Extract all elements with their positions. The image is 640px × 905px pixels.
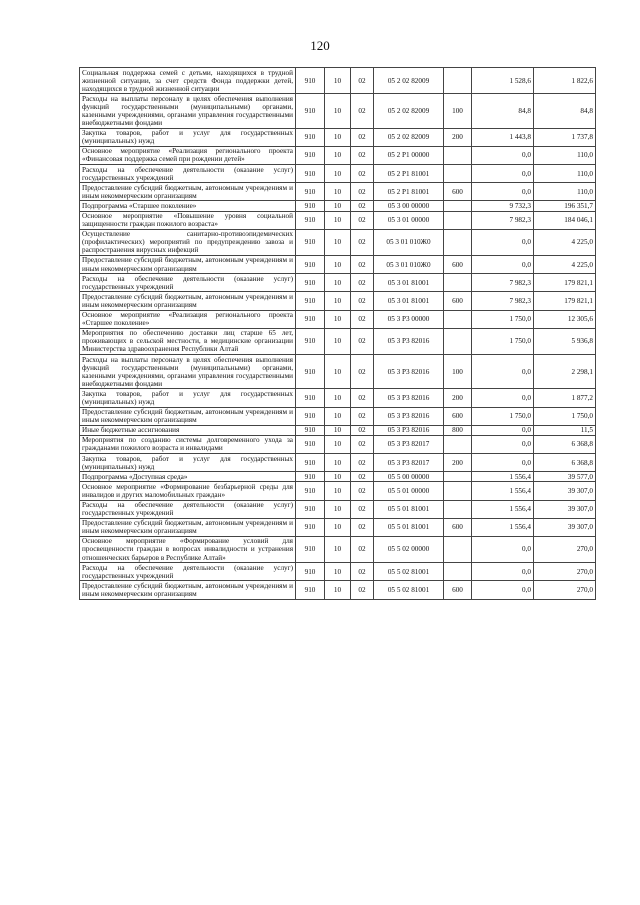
row-name-cell: Подпрограмма «Старшее поколение» <box>80 201 296 211</box>
section-code-cell: 10 <box>325 581 351 599</box>
expense-type-cell: 200 <box>444 454 472 472</box>
section-code-cell: 10 <box>325 563 351 581</box>
row-name-cell: Расходы на обеспечение деятельности (оказание услуг) государственных учреждений <box>80 500 296 518</box>
row-name-cell: Закупка товаров, работ и услуг для государственных (муниципальных) нужд <box>80 454 296 472</box>
amount-year2-cell: 270,0 <box>534 581 596 599</box>
expense-type-cell: 600 <box>444 255 472 273</box>
subsection-code-cell: 02 <box>351 255 374 273</box>
expense-type-cell <box>444 500 472 518</box>
grbs-code-cell: 910 <box>296 500 325 518</box>
amount-year2-cell: 1 877,2 <box>534 389 596 407</box>
row-name-cell: Основное мероприятие «Формирование безбарьерной среды для инвалидов и других маломобильных граждан» <box>80 482 296 500</box>
target-article-cell: 05 5 02 81001 <box>374 563 444 581</box>
target-article-cell: 05 3 01 010Ж0 <box>374 229 444 255</box>
amount-year1-cell: 0,0 <box>472 165 534 183</box>
amount-year2-cell: 6 368,8 <box>534 454 596 472</box>
target-article-cell: 05 3 P3 82016 <box>374 328 444 354</box>
row-name-cell: Предоставление субсидий бюджетным, автономным учреждениям и иным некоммерческим организациям <box>80 255 296 273</box>
grbs-code-cell: 910 <box>296 355 325 389</box>
amount-year1-cell: 0,0 <box>472 255 534 273</box>
subsection-code-cell: 02 <box>351 201 374 211</box>
expense-type-cell: 600 <box>444 183 472 201</box>
section-code-cell: 10 <box>325 211 351 229</box>
amount-year1-cell: 1 556,4 <box>472 500 534 518</box>
row-name-cell: Расходы на обеспечение деятельности (оказание услуг) государственных учреждений <box>80 563 296 581</box>
subsection-code-cell: 02 <box>351 435 374 453</box>
table-row <box>80 94 596 128</box>
target-article-cell: 05 5 02 00000 <box>374 536 444 562</box>
amount-year2-cell: 270,0 <box>534 536 596 562</box>
amount-year2-cell: 5 936,8 <box>534 328 596 354</box>
table-row <box>80 255 596 273</box>
expense-type-cell <box>444 536 472 562</box>
amount-year2-cell: 4 225,0 <box>534 255 596 273</box>
table-row <box>80 425 596 435</box>
expense-type-cell <box>444 274 472 292</box>
section-code-cell: 10 <box>325 229 351 255</box>
amount-year2-cell: 39 577,0 <box>534 472 596 482</box>
page-number: 120 <box>310 38 330 53</box>
amount-year1-cell: 0,0 <box>472 355 534 389</box>
table-row <box>80 407 596 425</box>
target-article-cell: 05 3 01 81001 <box>374 274 444 292</box>
grbs-code-cell: 910 <box>296 229 325 255</box>
row-name-cell: Основное мероприятие «Формирование условий для просвещенности граждан в вопросах инвалидности и устранения отношенческих барьеров в Республике Алтай» <box>80 536 296 562</box>
subsection-code-cell: 02 <box>351 292 374 310</box>
row-name-cell: Иные бюджетные ассигнования <box>80 425 296 435</box>
amount-year2-cell: 39 307,0 <box>534 500 596 518</box>
amount-year2-cell: 11,5 <box>534 425 596 435</box>
target-article-cell: 05 3 P3 82017 <box>374 435 444 453</box>
row-name-cell: Предоставление субсидий бюджетным, автономным учреждениям и иным некоммерческим организациям <box>80 292 296 310</box>
table-row <box>80 201 596 211</box>
row-name-cell: Основное мероприятие «Реализация регионального проекта «Финансовая поддержка семей при рождении детей» <box>80 146 296 164</box>
section-code-cell: 10 <box>325 536 351 562</box>
row-name-cell: Закупка товаров, работ и услуг для государственных (муниципальных) нужд <box>80 389 296 407</box>
amount-year1-cell: 1 750,0 <box>472 310 534 328</box>
amount-year1-cell: 1 556,4 <box>472 518 534 536</box>
row-name-cell: Закупка товаров, работ и услуг для государственных (муниципальных) нужд <box>80 128 296 146</box>
table-row <box>80 211 596 229</box>
grbs-code-cell: 910 <box>296 518 325 536</box>
table-row <box>80 518 596 536</box>
amount-year2-cell: 110,0 <box>534 183 596 201</box>
table-row <box>80 563 596 581</box>
amount-year1-cell: 1 556,4 <box>472 472 534 482</box>
row-name-cell: Основное мероприятие «Реализация регионального проекта «Старшее поколение» <box>80 310 296 328</box>
amount-year2-cell: 84,8 <box>534 94 596 128</box>
target-article-cell: 05 2 02 82009 <box>374 94 444 128</box>
subsection-code-cell: 02 <box>351 274 374 292</box>
budget-table <box>79 67 596 600</box>
target-article-cell: 05 2 P1 81001 <box>374 183 444 201</box>
table-row <box>80 274 596 292</box>
target-article-cell: 05 3 00 00000 <box>374 201 444 211</box>
grbs-code-cell: 910 <box>296 128 325 146</box>
amount-year1-cell: 0,0 <box>472 536 534 562</box>
section-code-cell: 10 <box>325 183 351 201</box>
subsection-code-cell: 02 <box>351 328 374 354</box>
subsection-code-cell: 02 <box>351 500 374 518</box>
amount-year2-cell: 110,0 <box>534 165 596 183</box>
subsection-code-cell: 02 <box>351 536 374 562</box>
subsection-code-cell: 02 <box>351 425 374 435</box>
budget-table-body <box>80 68 596 600</box>
row-name-cell: Предоставление субсидий бюджетным, автономным учреждениям и иным некоммерческим организациям <box>80 407 296 425</box>
amount-year2-cell: 1 737,8 <box>534 128 596 146</box>
expense-type-cell: 600 <box>444 518 472 536</box>
grbs-code-cell: 910 <box>296 94 325 128</box>
section-code-cell: 10 <box>325 255 351 273</box>
section-code-cell: 10 <box>325 310 351 328</box>
row-name-cell: Расходы на выплаты персоналу в целях обеспечения выполнения функций государственными (муниципальными) органами, казенными учреждениями, органами управления государственными внебюджетными фондами <box>80 94 296 128</box>
table-row <box>80 146 596 164</box>
grbs-code-cell: 910 <box>296 255 325 273</box>
amount-year1-cell: 1 750,0 <box>472 407 534 425</box>
section-code-cell: 10 <box>325 500 351 518</box>
row-name-cell: Подпрограмма «Доступная среда» <box>80 472 296 482</box>
section-code-cell: 10 <box>325 518 351 536</box>
target-article-cell: 05 2 02 82009 <box>374 68 444 94</box>
subsection-code-cell: 02 <box>351 211 374 229</box>
expense-type-cell <box>444 310 472 328</box>
row-name-cell: Расходы на выплаты персоналу в целях обеспечения выполнения функций государственными (муниципальными) органами, казенными учреждениями, органами управления государственными внебюджетными фондами <box>80 355 296 389</box>
expense-type-cell: 200 <box>444 389 472 407</box>
amount-year1-cell: 7 982,3 <box>472 292 534 310</box>
table-row <box>80 435 596 453</box>
subsection-code-cell: 02 <box>351 165 374 183</box>
row-name-cell: Предоставление субсидий бюджетным, автономным учреждениям и иным некоммерческим организациям <box>80 581 296 599</box>
table-row <box>80 328 596 354</box>
expense-type-cell: 800 <box>444 425 472 435</box>
target-article-cell: 05 3 P3 82016 <box>374 425 444 435</box>
amount-year2-cell: 4 225,0 <box>534 229 596 255</box>
target-article-cell: 05 3 P3 82016 <box>374 389 444 407</box>
expense-type-cell <box>444 165 472 183</box>
grbs-code-cell: 910 <box>296 389 325 407</box>
expense-type-cell <box>444 146 472 164</box>
amount-year2-cell: 12 305,6 <box>534 310 596 328</box>
table-row <box>80 482 596 500</box>
grbs-code-cell: 910 <box>296 407 325 425</box>
subsection-code-cell: 02 <box>351 518 374 536</box>
expense-type-cell: 600 <box>444 407 472 425</box>
amount-year2-cell: 6 368,8 <box>534 435 596 453</box>
section-code-cell: 10 <box>325 201 351 211</box>
section-code-cell: 10 <box>325 328 351 354</box>
grbs-code-cell: 910 <box>296 68 325 94</box>
subsection-code-cell: 02 <box>351 310 374 328</box>
target-article-cell: 05 3 P3 00000 <box>374 310 444 328</box>
section-code-cell: 10 <box>325 165 351 183</box>
target-article-cell: 05 3 01 00000 <box>374 211 444 229</box>
table-row <box>80 472 596 482</box>
table-row <box>80 454 596 472</box>
amount-year1-cell: 0,0 <box>472 581 534 599</box>
target-article-cell: 05 3 01 010Ж0 <box>374 255 444 273</box>
expense-type-cell <box>444 563 472 581</box>
section-code-cell: 10 <box>325 407 351 425</box>
table-row <box>80 310 596 328</box>
grbs-code-cell: 910 <box>296 472 325 482</box>
section-code-cell: 10 <box>325 482 351 500</box>
subsection-code-cell: 02 <box>351 229 374 255</box>
amount-year1-cell: 84,8 <box>472 94 534 128</box>
subsection-code-cell: 02 <box>351 407 374 425</box>
subsection-code-cell: 02 <box>351 389 374 407</box>
amount-year1-cell: 0,0 <box>472 389 534 407</box>
section-code-cell: 10 <box>325 355 351 389</box>
row-name-cell: Мероприятия по обеспечению доставки лиц старше 65 лет, проживающих в сельской местности, в медицинские организации Министерства здравоохранения Республики Алтай <box>80 328 296 354</box>
amount-year1-cell: 0,0 <box>472 146 534 164</box>
section-code-cell: 10 <box>325 94 351 128</box>
amount-year1-cell: 1 443,8 <box>472 128 534 146</box>
table-row <box>80 292 596 310</box>
section-code-cell: 10 <box>325 68 351 94</box>
amount-year1-cell: 0,0 <box>472 435 534 453</box>
grbs-code-cell: 910 <box>296 328 325 354</box>
subsection-code-cell: 02 <box>351 454 374 472</box>
expense-type-cell: 100 <box>444 94 472 128</box>
target-article-cell: 05 5 00 00000 <box>374 472 444 482</box>
grbs-code-cell: 910 <box>296 563 325 581</box>
expense-type-cell: 600 <box>444 581 472 599</box>
expense-type-cell <box>444 211 472 229</box>
section-code-cell: 10 <box>325 472 351 482</box>
grbs-code-cell: 910 <box>296 435 325 453</box>
table-row <box>80 229 596 255</box>
amount-year2-cell: 270,0 <box>534 563 596 581</box>
table-row <box>80 581 596 599</box>
subsection-code-cell: 02 <box>351 472 374 482</box>
subsection-code-cell: 02 <box>351 128 374 146</box>
expense-type-cell <box>444 68 472 94</box>
grbs-code-cell: 910 <box>296 425 325 435</box>
section-code-cell: 10 <box>325 274 351 292</box>
row-name-cell: Осуществление санитарно-противоэпидемических (профилактических) мероприятий по предупреждению завоза и распространения вирусных инфекций <box>80 229 296 255</box>
target-article-cell: 05 3 01 81001 <box>374 292 444 310</box>
subsection-code-cell: 02 <box>351 146 374 164</box>
target-article-cell: 05 2 02 82009 <box>374 128 444 146</box>
row-name-cell: Предоставление субсидий бюджетным, автономным учреждениям и иным некоммерческим организациям <box>80 183 296 201</box>
target-article-cell: 05 3 P3 82016 <box>374 407 444 425</box>
grbs-code-cell: 910 <box>296 183 325 201</box>
amount-year1-cell: 0,0 <box>472 454 534 472</box>
table-row <box>80 165 596 183</box>
amount-year1-cell: 0,0 <box>472 183 534 201</box>
table-row <box>80 128 596 146</box>
grbs-code-cell: 910 <box>296 274 325 292</box>
target-article-cell: 05 5 02 81001 <box>374 581 444 599</box>
grbs-code-cell: 910 <box>296 165 325 183</box>
expense-type-cell <box>444 201 472 211</box>
section-code-cell: 10 <box>325 128 351 146</box>
target-article-cell: 05 5 01 81001 <box>374 518 444 536</box>
expense-type-cell <box>444 328 472 354</box>
amount-year1-cell: 0,0 <box>472 563 534 581</box>
subsection-code-cell: 02 <box>351 183 374 201</box>
subsection-code-cell: 02 <box>351 482 374 500</box>
section-code-cell: 10 <box>325 292 351 310</box>
grbs-code-cell: 910 <box>296 482 325 500</box>
table-row <box>80 183 596 201</box>
grbs-code-cell: 910 <box>296 201 325 211</box>
section-code-cell: 10 <box>325 425 351 435</box>
subsection-code-cell: 02 <box>351 563 374 581</box>
table-row <box>80 500 596 518</box>
subsection-code-cell: 02 <box>351 68 374 94</box>
amount-year1-cell: 0,0 <box>472 229 534 255</box>
expense-type-cell <box>444 472 472 482</box>
amount-year2-cell: 1 822,6 <box>534 68 596 94</box>
section-code-cell: 10 <box>325 146 351 164</box>
grbs-code-cell: 910 <box>296 454 325 472</box>
target-article-cell: 05 2 P1 81001 <box>374 165 444 183</box>
subsection-code-cell: 02 <box>351 94 374 128</box>
table-row <box>80 389 596 407</box>
grbs-code-cell: 910 <box>296 310 325 328</box>
section-code-cell: 10 <box>325 435 351 453</box>
amount-year1-cell: 0,0 <box>472 425 534 435</box>
expense-type-cell <box>444 482 472 500</box>
amount-year2-cell: 184 046,1 <box>534 211 596 229</box>
amount-year2-cell: 39 307,0 <box>534 518 596 536</box>
row-name-cell: Основное мероприятие «Повышение уровня социальной защищенности граждан пожилого возраста» <box>80 211 296 229</box>
subsection-code-cell: 02 <box>351 355 374 389</box>
subsection-code-cell: 02 <box>351 581 374 599</box>
expense-type-cell: 200 <box>444 128 472 146</box>
target-article-cell: 05 3 P3 82016 <box>374 355 444 389</box>
table-row <box>80 355 596 389</box>
grbs-code-cell: 910 <box>296 581 325 599</box>
target-article-cell: 05 5 01 00000 <box>374 482 444 500</box>
amount-year1-cell: 1 556,4 <box>472 482 534 500</box>
amount-year1-cell: 1 750,0 <box>472 328 534 354</box>
amount-year1-cell: 1 528,6 <box>472 68 534 94</box>
row-name-cell: Мероприятия по созданию системы долговременного ухода за гражданами пожилого возраста и инвалидами <box>80 435 296 453</box>
row-name-cell: Социальная поддержка семей с детьми, находящихся в трудной жизненной ситуации, за счет средств Фонда поддержки детей, находящихся в трудной жизненной ситуации <box>80 68 296 94</box>
section-code-cell: 10 <box>325 454 351 472</box>
row-name-cell: Расходы на обеспечение деятельности (оказание услуг) государственных учреждений <box>80 165 296 183</box>
target-article-cell: 05 5 01 81001 <box>374 500 444 518</box>
amount-year2-cell: 179 821,1 <box>534 274 596 292</box>
amount-year2-cell: 196 351,7 <box>534 201 596 211</box>
row-name-cell: Расходы на обеспечение деятельности (оказание услуг) государственных учреждений <box>80 274 296 292</box>
expense-type-cell: 600 <box>444 292 472 310</box>
target-article-cell: 05 2 P1 00000 <box>374 146 444 164</box>
amount-year2-cell: 2 298,1 <box>534 355 596 389</box>
expense-type-cell: 100 <box>444 355 472 389</box>
amount-year1-cell: 7 982,3 <box>472 211 534 229</box>
table-row <box>80 68 596 94</box>
target-article-cell: 05 3 P3 82017 <box>374 454 444 472</box>
table-row <box>80 536 596 562</box>
grbs-code-cell: 910 <box>296 211 325 229</box>
row-name-cell: Предоставление субсидий бюджетным, автономным учреждениям и иным некоммерческим организациям <box>80 518 296 536</box>
amount-year2-cell: 39 307,0 <box>534 482 596 500</box>
amount-year2-cell: 179 821,1 <box>534 292 596 310</box>
section-code-cell: 10 <box>325 389 351 407</box>
amount-year2-cell: 110,0 <box>534 146 596 164</box>
amount-year2-cell: 1 750,0 <box>534 407 596 425</box>
amount-year1-cell: 7 982,3 <box>472 274 534 292</box>
grbs-code-cell: 910 <box>296 146 325 164</box>
expense-type-cell <box>444 435 472 453</box>
grbs-code-cell: 910 <box>296 536 325 562</box>
expense-type-cell <box>444 229 472 255</box>
amount-year1-cell: 9 732,3 <box>472 201 534 211</box>
grbs-code-cell: 910 <box>296 292 325 310</box>
